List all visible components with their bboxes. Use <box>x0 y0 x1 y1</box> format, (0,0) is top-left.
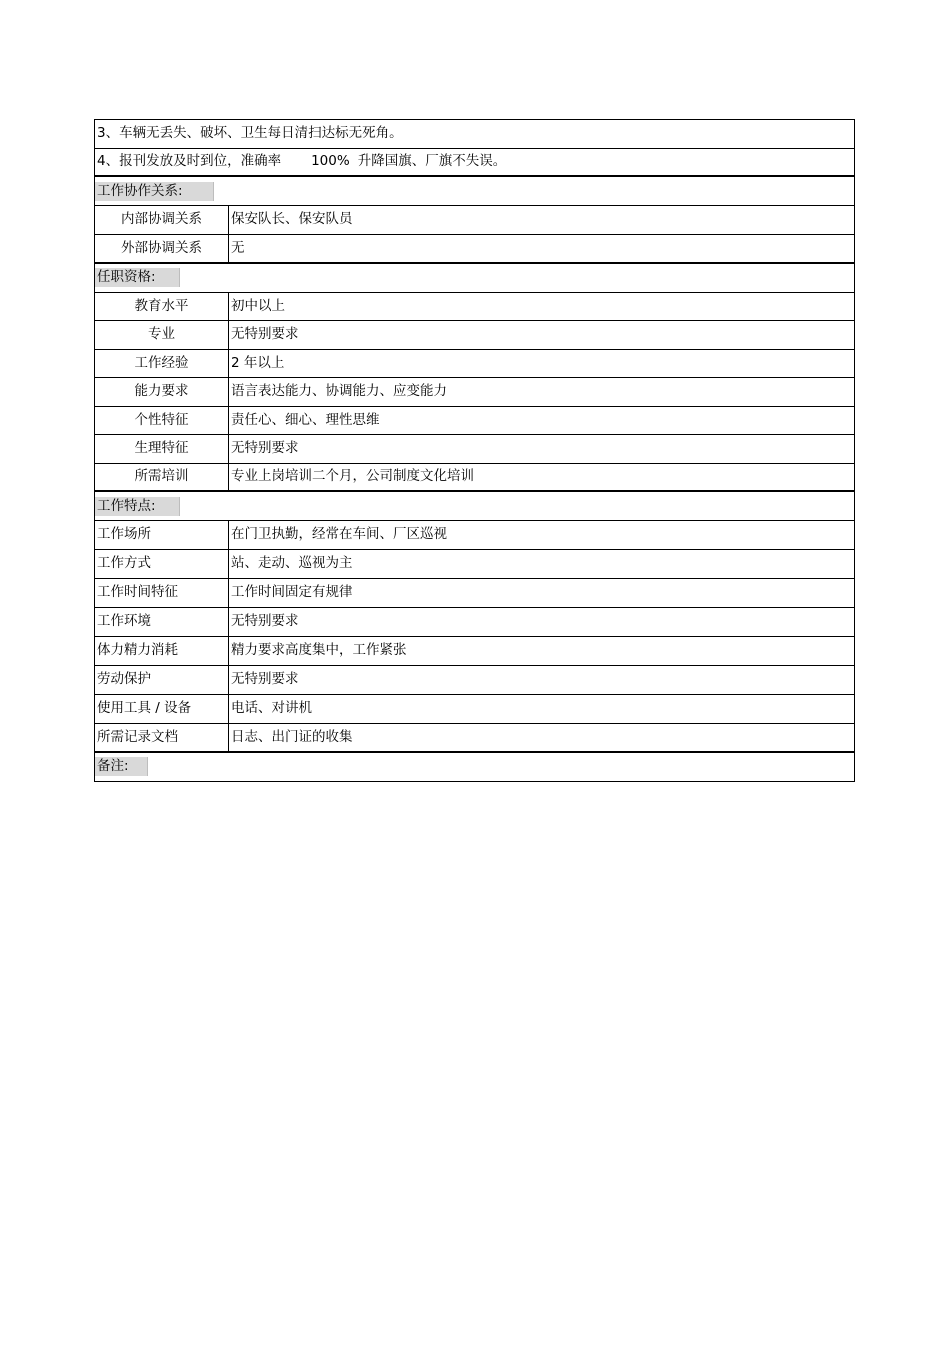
table-row <box>95 350 854 379</box>
table-row <box>95 579 854 608</box>
row-label: 所需记录文档 <box>95 724 229 751</box>
row-label: 生理特征 <box>95 435 229 463</box>
table-row <box>95 378 854 407</box>
table-row <box>95 608 854 637</box>
section-header-cooperation <box>95 177 854 206</box>
row-label: 能力要求 <box>95 378 229 406</box>
row-label: 所需培训 <box>95 464 229 491</box>
duty-4-prefix: 4、报刊发放及时到位，准确率 <box>97 153 282 169</box>
section-header-characteristics <box>95 492 854 521</box>
section-header-qualifications <box>95 264 854 293</box>
duty-4-suffix: 升降国旗、厂旗不失误。 <box>357 153 507 169</box>
table-row <box>95 407 854 436</box>
row-value: 电话、对讲机 <box>231 700 312 717</box>
table-row <box>95 206 854 235</box>
row-label: 工作场所 <box>95 521 229 549</box>
row-value: 无特别要求 <box>231 440 299 456</box>
row-label: 劳动保护 <box>95 666 229 694</box>
row-value: 站、走动、巡视为主 <box>231 555 353 572</box>
row-label: 个性特征 <box>95 407 229 435</box>
row-value: 初中以上 <box>231 297 285 314</box>
row-value: 日志、出门证的收集 <box>231 728 353 745</box>
table-row <box>95 695 854 724</box>
row-value: 责任心、细心、理性思维 <box>231 411 380 428</box>
row-value: 保安队长、保安队员 <box>231 211 353 228</box>
table-row <box>95 550 854 579</box>
row-label: 教育水平 <box>95 293 229 321</box>
row-value: 2 年以上 <box>231 354 285 371</box>
row-label: 体力精力消耗 <box>95 637 229 665</box>
row-label: 工作环境 <box>95 608 229 636</box>
row-value: 无特别要求 <box>231 326 299 342</box>
row-value: 在门卫执勤，经常在车间、厂区巡视 <box>231 526 447 543</box>
table-row <box>95 321 854 350</box>
row-value: 工作时间固定有规律 <box>231 584 353 601</box>
duty-text-3: 3、车辆无丢失、破坏、卫生每日清扫达标无死角。 <box>97 125 403 141</box>
table-row <box>95 435 854 464</box>
row-label: 使用工具 / 设备 <box>95 695 229 723</box>
row-value: 精力要求高度集中，工作紧张 <box>231 642 407 659</box>
row-value: 语言表达能力、协调能力、应变能力 <box>231 383 447 399</box>
duty-4-rate: 100% <box>311 153 350 169</box>
table-row <box>95 637 854 666</box>
row-label: 内部协调关系 <box>95 206 229 234</box>
section-title: 工作协作关系: <box>95 182 214 201</box>
row-value: 无特别要求 <box>231 671 299 688</box>
table-row <box>95 235 854 264</box>
table-row <box>95 724 854 753</box>
duty-row-4 <box>95 149 854 178</box>
row-label: 工作经验 <box>95 350 229 378</box>
row-label: 专业 <box>95 321 229 349</box>
duty-text-4 <box>95 149 506 176</box>
table-row <box>95 666 854 695</box>
section-title: 任职资格: <box>95 268 180 287</box>
section-title: 备注: <box>95 757 148 776</box>
table-row <box>95 293 854 322</box>
row-label: 工作时间特征 <box>95 579 229 607</box>
row-value: 无特别要求 <box>231 613 299 630</box>
section-header-remarks <box>95 753 854 781</box>
row-value: 专业上岗培训二个月，公司制度文化培训 <box>231 468 474 484</box>
section-title: 工作特点: <box>95 497 180 516</box>
table-row <box>95 464 854 493</box>
row-value: 无 <box>231 239 245 256</box>
table-row <box>95 521 854 550</box>
row-label: 工作方式 <box>95 550 229 578</box>
row-label: 外部协调关系 <box>95 235 229 262</box>
duty-row-3 <box>95 120 854 149</box>
job-description-table <box>94 119 855 782</box>
